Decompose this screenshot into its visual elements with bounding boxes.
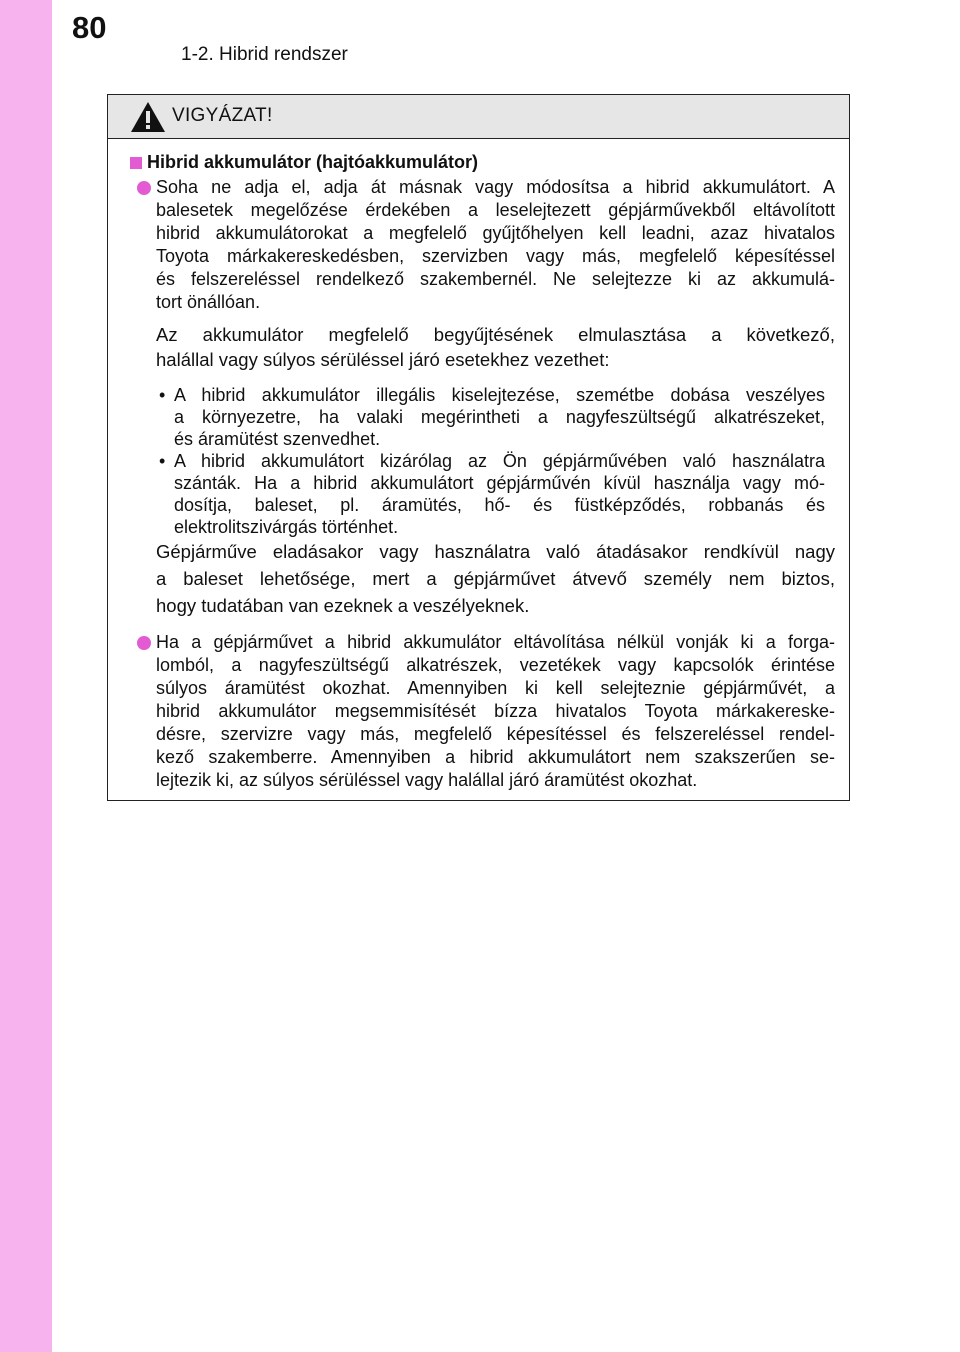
- bullet-list: [130, 384, 835, 538]
- section-title: 1-2. Hibrid rendszer: [181, 44, 348, 65]
- text-line: kező szakemberre. Amennyiben a hibrid akkumulátort nem szakszerűen se-: [156, 747, 835, 767]
- text-line: Ha a gépjárművet a hibrid akkumulátor eltávolítása nélkül vonják ki a forga-: [156, 632, 835, 652]
- warning-triangle-icon: [130, 101, 166, 133]
- text-line: és áramütést szenvedhet.: [174, 429, 381, 449]
- page-number: 80: [72, 10, 107, 45]
- text-line: Toyota márkakereskedésben, szervizben vagy más, megfelelő képesítéssel: [156, 246, 835, 266]
- text-line: súlyos áramütést okozhat. Amennyiben ki kell selejteznie gépjárművét, a: [156, 678, 835, 698]
- text-line: tort önállóan.: [156, 292, 261, 312]
- text-line: hibrid akkumulátor megsemmisítését bízza hivatalos Toyota márkakereske-: [156, 701, 835, 721]
- bullet-mark: •: [159, 451, 166, 471]
- circle-bullet-icon: [137, 636, 151, 650]
- warning-box: [107, 94, 850, 801]
- text-line: hogy tudatában van ezeknek a veszélyeknek.: [156, 595, 530, 616]
- consequence-paragraph: [130, 538, 835, 619]
- text-line: Az akkumulátor megfelelő begyűjtésének elmulasztása a következő,: [156, 324, 835, 345]
- text-line: Gépjárműve eladásakor vagy használatra való átadásakor rendkívül nagy: [156, 541, 835, 562]
- paragraph-1: [130, 176, 835, 314]
- list-item: [130, 384, 835, 450]
- text-line: Soha ne adja el, adja át másnak vagy módosítsa a hibrid akkumulátort. A: [156, 177, 835, 197]
- warning-content: [108, 139, 849, 792]
- text-line: dosítja, baleset, pl. áramütés, hő- és füstképződés, robbanás és: [174, 495, 825, 515]
- text-line: szánták. Ha a hibrid akkumulátort gépjárművén kívül használja vagy mó-: [174, 473, 825, 493]
- text-line: a baleset lehetősége, mert a gépjárművet átvevő személy nem biztos,: [156, 568, 835, 589]
- text-line: halállal vagy súlyos sérüléssel járó esetekhez vezethet:: [156, 349, 610, 370]
- text-line: és felszereléssel rendelkező szakembernél. Ne selejtezze ki az akkumulá-: [156, 269, 835, 289]
- text-line: lejtezik ki, az súlyos sérüléssel vagy halállal járó áramütést okozhat.: [156, 770, 698, 790]
- circle-bullet-icon: [137, 181, 151, 195]
- side-color-band: [0, 0, 52, 1352]
- list-item: [130, 450, 835, 538]
- text-line: hibrid akkumulátorokat a megfelelő gyűjtőhelyen kell leadni, azaz hivatalos: [156, 223, 835, 243]
- text-line: a környezetre, ha valaki megérintheti a nagyfeszültségű alkatrészeket,: [174, 407, 825, 427]
- heading-text: Hibrid akkumulátor (hajtóakkumulátor): [147, 152, 479, 172]
- paragraph-2: [130, 631, 835, 792]
- section-heading: [130, 151, 835, 174]
- text-line: elektrolitszivárgás történhet.: [174, 517, 399, 537]
- warning-title: VIGYÁZAT!: [172, 105, 273, 126]
- intro-paragraph: [130, 322, 835, 372]
- warning-header: [108, 95, 849, 139]
- text-line: lomból, a nagyfeszültségű alkatrészek, vezetékek vagy kapcsolók érintése: [156, 655, 835, 675]
- text-line: A hibrid akkumulátort kizárólag az Ön gépjárművében való használatra: [174, 451, 825, 471]
- text-line: A hibrid akkumulátor illegális kiselejtezése, szemétbe dobása veszélyes: [174, 385, 825, 405]
- text-line: balesetek megelőzése érdekében a leselejtezett gépjárművekből eltávolított: [156, 200, 835, 220]
- text-line: désre, szervizre vagy más, megfelelő képesítéssel és felszereléssel rendel-: [156, 724, 835, 744]
- square-bullet-icon: [130, 157, 142, 169]
- bullet-mark: •: [159, 385, 166, 405]
